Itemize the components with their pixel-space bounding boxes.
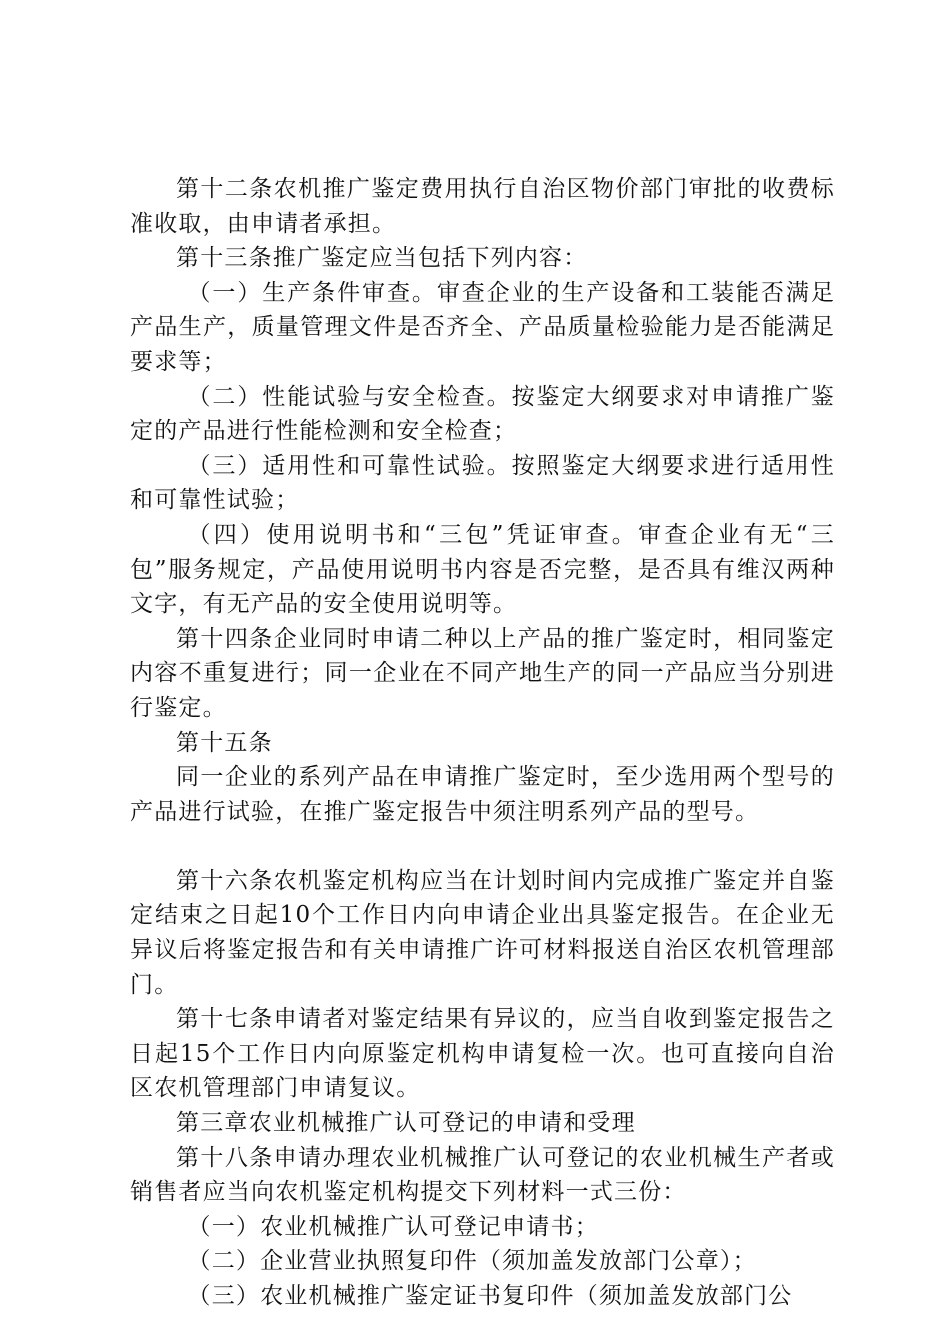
article-15-paragraph: 同一企业的系列产品在申请推广鉴定时，至少选用两个型号的产品进行试验，在推广鉴定报告中须注明系列产品的型号。 [130,764,835,825]
article-18-item-1: （一）农业机械推广认可登记申请书； [187,1213,599,1240]
article-13-item-4: （四）使用说明书和“三包”凭证审查。审查企业有无“三包”服务规定，产品使用说明书内容是否完整，是否具有维汉两种文字，有无产品的安全使用说明等。 [130,521,835,618]
article-13-item-2: （二）性能试验与安全检查。按鉴定大纲要求对申请推广鉴定的产品进行性能检测和安全检查； [130,383,835,445]
article-14-paragraph: 第十四条企业同时申请二种以上产品的推广鉴定时，相同鉴定内容不重复进行；同一企业在不同产地生产的同一产品应当分别进行鉴定。 [130,625,835,721]
article-13-item-1: （一）生产条件审查。审查企业的生产设备和工装能否满足产品生产，质量管理文件是否齐全、产品质量检验能力是否能满足要求等； [130,279,835,375]
article-18-item-3: （三）农业机械推广鉴定证书复印件（须加盖发放部门公 [187,1283,793,1309]
chapter-3-heading: 第三章农业机械推广认可登记的申请和受理 [176,1110,636,1137]
article-12-paragraph: 第十二条农机推广鉴定费用执行自治区物价部门审批的收费标准收取，由申请者承担。 [130,176,835,237]
article-18-paragraph: 第十八条申请办理农业机械推广认可登记的农业机械生产者或销售者应当向农机鉴定机构提交下列材料一式三份： [130,1144,835,1206]
document-body [130,172,835,1314]
article-18-item-2: （二）企业营业执照复印件（须加盖发放部门公章）； [187,1248,757,1275]
article-17-paragraph: 第十七条申请者对鉴定结果有异议的，应当自收到鉴定报告之日起15个工作日内向原鉴定机构申请复检一次。也可直接向自治区农机管理部门申请复议。 [130,1006,835,1102]
article-16-paragraph: 第十六条农机鉴定机构应当在计划时间内完成推广鉴定并自鉴定结束之日起10个工作日内向申请企业出具鉴定报告。在企业无异议后将鉴定报告和有关申请推广许可材料报送自治区农机管理部门。 [130,867,835,998]
article-13-item-3: （三）适用性和可靠性试验。按照鉴定大纲要求进行适用性和可靠性试验； [130,452,835,514]
article-13-paragraph: 第十三条推广鉴定应当包括下列内容： [176,245,588,272]
article-15-heading: 第十五条 [176,729,273,756]
